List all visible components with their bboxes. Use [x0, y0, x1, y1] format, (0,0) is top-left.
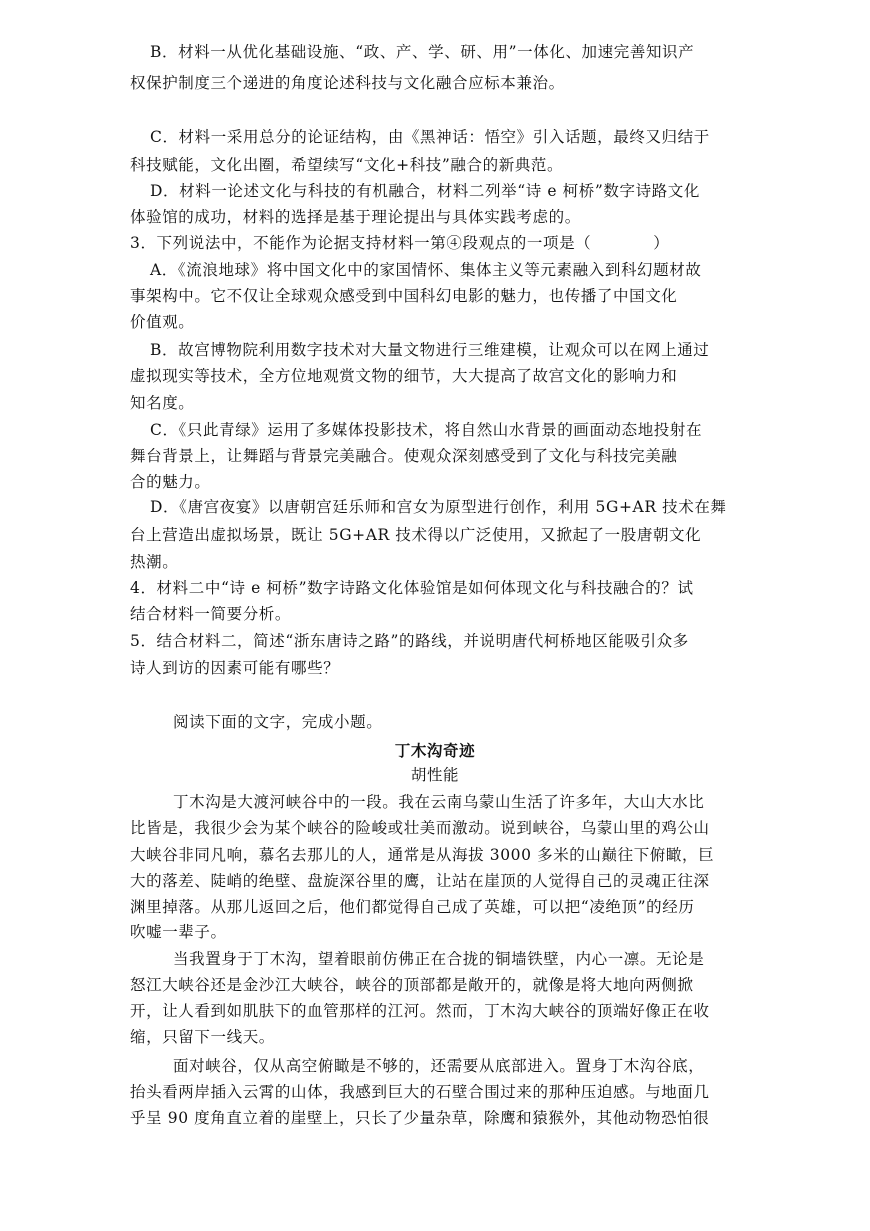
q3-option-a-line1: A．《流浪地球》将中国文化中的家国情怀、集体主义等元素融入到科幻题材故 [150, 261, 702, 279]
article-p1-line3: 大峡谷非同凡响，慕名去那儿的人，通常是从海拔 3000 多米的山巅往下俯瞰，巨 [130, 846, 715, 864]
article-p1-line6: 吹嘘一辈子。 [130, 923, 227, 941]
q3-option-b-line2: 虚拟现实等技术，全方位地观赏文物的细节，大大提高了故宫文化的影响力和 [130, 367, 678, 385]
article-title: 丁木沟奇迹 [394, 741, 476, 760]
q3-option-d-line2: 台上营造出虚拟场景，既让 5G+AR 技术得以广泛使用，又掀起了一股唐朝文化 [130, 526, 702, 544]
article-p3-line3: 乎呈 90 度角直立着的崖壁上，只长了少量杂草，除鹰和猿猴外，其他动物恐怕很 [130, 1109, 710, 1127]
article-p1-line2: 比皆是，我很少会为某个峡谷的险峻或壮美而激动。说到峡谷，乌蒙山里的鸡公山 [130, 819, 710, 837]
q3-option-d-line1: D．《唐宫夜宴》以唐朝宫廷乐师和宫女为原型进行创作，利用 5G+AR 技术在舞 [150, 498, 727, 516]
article-p1-line4: 大的落差、陡峭的绝壁、盘旋深谷里的鹰，让站在崖顶的人觉得自己的灵魂正往深 [130, 872, 710, 890]
q2-option-c-line1: C．材料一采用总分的论证结构，由《黑神话：悟空》引入话题，最终又归结于 [150, 128, 710, 146]
q2-option-b-line2: 权保护制度三个递进的角度论述科技与文化融合应标本兼治。 [130, 74, 565, 92]
q2-option-b-line1: B．材料一从优化基础设施、“政、产、学、研、用”一体化、加速完善知识产 [150, 43, 695, 61]
article-p1-line1: 丁木沟是大渡河峡谷中的一段。我在云南乌蒙山生活了许多年，大山大水比 [173, 793, 705, 811]
q3-option-c-line2: 舞台背景上，让舞蹈与背景完美融合。使观众深刻感受到了文化与科技完美融 [130, 447, 678, 465]
q3-stem-suffix: ） [653, 234, 670, 252]
q3-stem [130, 233, 669, 253]
q5-line1: 5．结合材料二，简述“浙东唐诗之路”的路线，并说明唐代柯桥地区能吸引众多 [130, 632, 689, 650]
q3-option-b-line1: B．故宫博物院利用数字技术对大量文物进行三维建模，让观众可以在网上通过 [150, 341, 710, 359]
q3-stem-prefix: 3．下列说法中，不能作为论据支持材料一第④段观点的一项是（ [130, 234, 592, 252]
q2-option-d-line1: D．材料一论述文化与科技的有机融合，材料二列举“诗 e 柯桥”数字诗路文化 [150, 182, 701, 200]
article-p3-line2: 抬头看两岸插入云霄的山体，我感到巨大的石壁合围过来的那种压迫感。与地面几 [130, 1083, 710, 1101]
q5-line2: 诗人到访的因素可能有哪些？ [130, 659, 340, 677]
article-p2-line4: 缩，只留下一线天。 [130, 1028, 275, 1046]
q3-option-c-line1: C．《只此青绿》运用了多媒体投影技术，将自然山水背景的画面动态地投射在 [150, 421, 703, 439]
q3-option-a-line2: 事架构中。它不仅让全球观众感受到中国科幻电影的魅力，也传播了中国文化 [130, 287, 678, 305]
q3-option-d-line3: 热潮。 [130, 553, 179, 571]
reading-intro: 阅读下面的文字，完成小题。 [173, 713, 383, 731]
article-p1-line5: 渊里掉落。从那儿返回之后，他们都觉得自己成了英雄，可以把“凌绝顶”的经历 [130, 898, 695, 916]
q2-option-c-line2: 科技赋能，文化出圈，希望续写“文化+科技”融合的新典范。 [130, 156, 564, 174]
article-p3-line1: 面对峡谷，仅从高空俯瞰是不够的，还需要从底部进入。置身丁木沟谷底， [173, 1057, 705, 1075]
article-p2-line2: 怒江大峡谷还是金沙江大峡谷，峡谷的顶部都是敞开的，就像是将大地向两侧掀 [130, 976, 694, 994]
article-p2-line3: 开，让人看到如肌肤下的血管那样的江河。然而，丁木沟大峡谷的顶端好像正在收 [130, 1002, 710, 1020]
q3-option-a-line3: 价值观。 [130, 313, 195, 331]
q2-option-d-line2: 体验馆的成功，材料的选择是基于理论提出与具体实践考虑的。 [130, 208, 581, 226]
q4-line2: 结合材料一简要分析。 [130, 605, 292, 623]
q3-option-c-line3: 合的魅力。 [130, 473, 211, 491]
article-p2-line1: 当我置身于丁木沟，望着眼前仿佛正在合拢的铜墙铁壁，内心一凛。无论是 [173, 950, 705, 968]
q3-option-b-line3: 知名度。 [130, 394, 195, 412]
q4-line1: 4．材料二中“诗 e 柯桥”数字诗路文化体验馆是如何体现文化与科技融合的？试 [130, 579, 694, 597]
article-author: 胡性能 [410, 766, 460, 784]
